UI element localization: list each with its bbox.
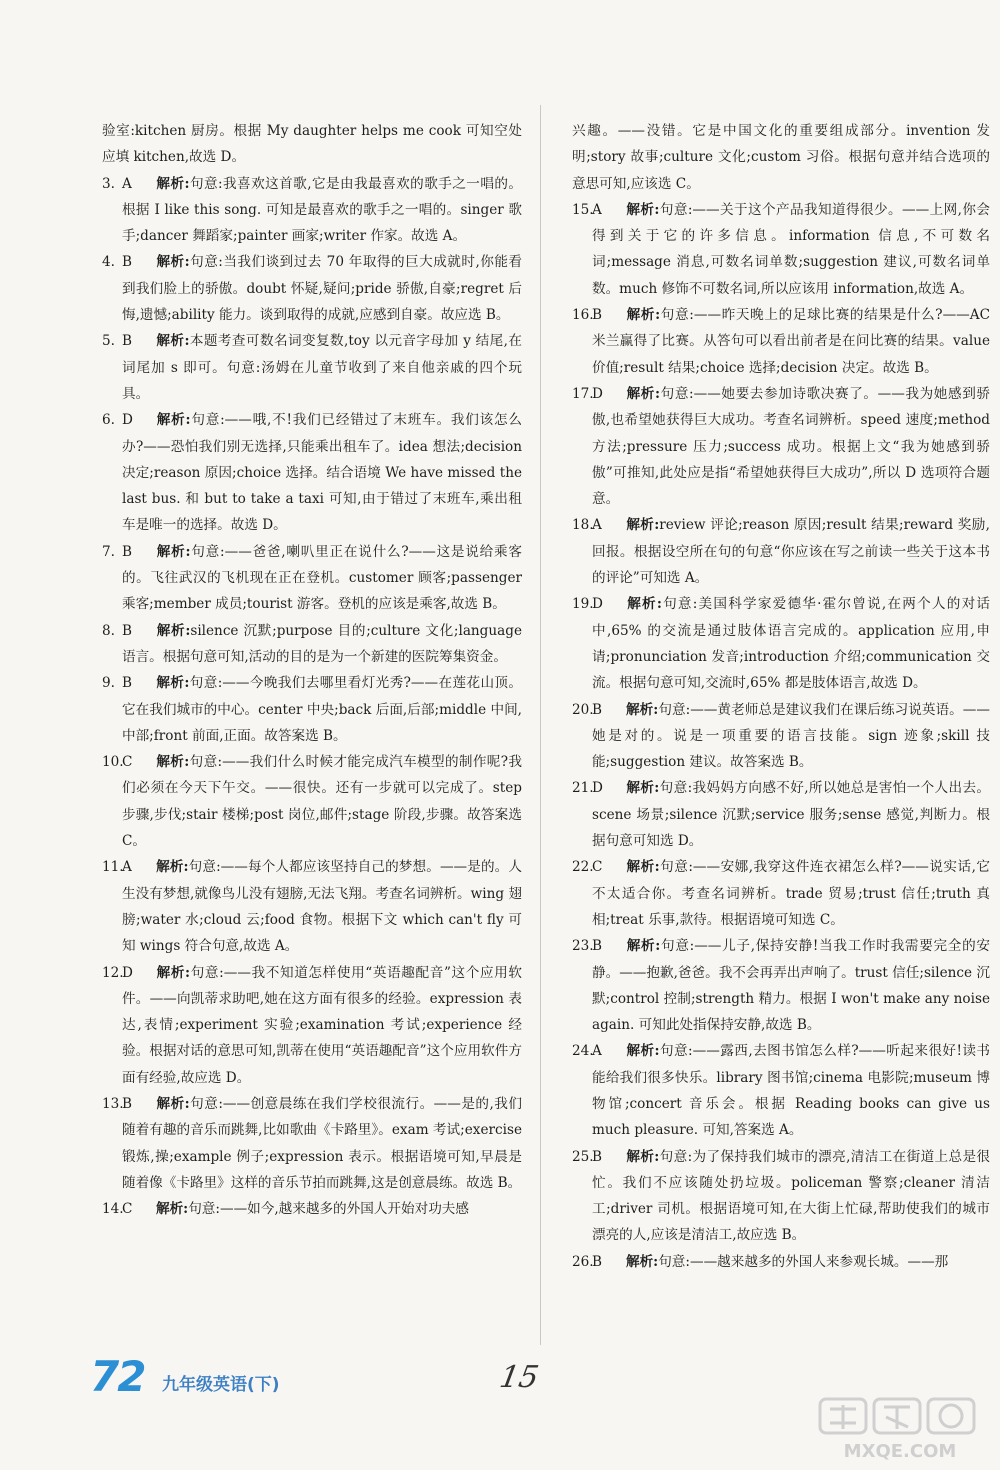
analysis-label: 解析:	[156, 622, 191, 639]
analysis-label: 解析:	[156, 754, 190, 771]
left-column	[102, 118, 522, 1222]
explanation-text: 句意:——她要去参加诗歌决赛了。——我为她感到骄傲,也希望她获得巨大成功。考查名词辨析。speed 速度;method 方法;pressure 压力;success 成功。根据上文“我为她感到骄傲”可推知,此处应是指“希望她获得巨大成功”,所以 D 选项符合题意。	[592, 385, 990, 508]
page-number: 72	[90, 1352, 145, 1401]
answer-letter: C	[122, 754, 133, 771]
explanation-text: 句意:——我不知道怎样使用“英语趣配音”这个应用软件。——向凯蒂求助吧,她在这方面有很多的经验。expression 表达,表情;experiment 实验;examination 考试;experience 经验。根据对话的意思可知,凯蒂在使用“英语趣配音”这个应用软件方面有经验,故应选 D。	[122, 964, 522, 1086]
question-number: 3.	[102, 175, 115, 192]
answer-entry	[102, 618, 522, 671]
question-number: 25.	[572, 1148, 594, 1165]
answer-entry	[572, 1144, 990, 1249]
answer-letter: B	[592, 1253, 602, 1270]
question-number: 12.	[102, 964, 124, 981]
answer-entry	[572, 591, 990, 696]
analysis-label: 解析:	[626, 1253, 659, 1270]
question-number: 8.	[102, 622, 115, 639]
question-number: 24.	[572, 1043, 594, 1060]
question-number: 21.	[572, 780, 594, 797]
question-number: 4.	[102, 254, 115, 271]
answer-letter: D	[592, 385, 603, 402]
answer-letter: B	[592, 1148, 602, 1165]
answer-letter: B	[122, 1095, 132, 1112]
answer-entry	[102, 328, 522, 407]
analysis-label: 解析:	[626, 859, 660, 876]
answer-entry	[572, 1038, 990, 1143]
watermark-url: MXQE.COM	[843, 1441, 957, 1462]
analysis-label: 解析:	[156, 859, 189, 876]
explanation-text: 句意:——昨天晚上的足球比赛的结果是什么?——AC 米兰赢得了比赛。从答句可以看出前者是在问比赛的结果。value 价值;result 结果;choice 选择;decision 决定。故选 B。	[592, 307, 990, 376]
analysis-label: 解析:	[626, 596, 662, 613]
explanation-text: silence 沉默;purpose 目的;culture 文化;language 语言。根据句意可知,活动的目的是为一个新建的医院筹集资金。	[122, 622, 522, 665]
answer-entry	[572, 1249, 990, 1275]
answer-entry	[572, 512, 990, 591]
right-column	[572, 118, 990, 1275]
answer-letter: D	[122, 412, 133, 429]
answer-letter: B	[592, 307, 602, 324]
continued-text	[572, 118, 990, 197]
watermark-logo	[812, 1395, 987, 1465]
question-number: 18.	[572, 517, 594, 534]
answer-letter: C	[592, 859, 603, 876]
analysis-label: 解析:	[156, 964, 191, 981]
analysis-label: 解析:	[156, 175, 190, 192]
answer-letter: B	[122, 622, 132, 639]
explanation-text: 句意:我妈妈方向感不好,所以她总是害怕一个人出去。scene 场景;silence 沉默;service 服务;sense 感觉,判断力。根据句意可知选 D。	[592, 780, 990, 850]
analysis-label: 解析:	[156, 675, 190, 692]
question-number: 13.	[102, 1095, 124, 1112]
explanation-text: review 评论;reason 原因;result 结果;reward 奖励,回报。根据设空所在句的句意“你应该在写之前读一些关于这本书的评论”可知选 A。	[592, 517, 990, 587]
answer-letter: A	[122, 175, 132, 192]
explanation-text: 验室:kitchen 厨房。根据 My daughter helps me cook 可知空处应填 kitchen,故选 D。	[102, 123, 522, 166]
explanation-text: 句意:——爸爸,喇叭里正在说什么?——这是说给乘客的。飞往武汉的飞机现在正在登机。customer 顾客;passenger 乘客;member 成员;tourist 游客。登机的应该是乘客,故选 B。	[122, 543, 522, 613]
answer-entry	[572, 933, 990, 1038]
analysis-label: 解析:	[156, 412, 191, 429]
explanation-text: 句意:——关于这个产品我知道得很少。——上网,你会得到关于它的许多信息。information 信息,不可数名词;message 消息,可数名词单数;suggestion 建议,可数名词单数。much 修饰不可数名词,所以应该用 information,故选 A。	[592, 201, 990, 297]
analysis-label: 解析:	[626, 201, 660, 218]
answer-entry	[572, 197, 990, 302]
answer-letter: D	[592, 780, 603, 797]
answer-letter: B	[592, 701, 602, 718]
answer-entry	[102, 407, 522, 538]
analysis-label: 解析:	[156, 1095, 190, 1112]
analysis-label: 解析:	[626, 701, 659, 718]
question-number: 22.	[572, 859, 594, 876]
answer-entry	[102, 539, 522, 618]
explanation-text: 句意:当我们谈到过去 70 年取得的巨大成就时,你能看到我们脸上的骄傲。doubt 怀疑,疑问;pride 骄傲,自豪;regret 后悔,遗憾;ability 能力。谈到取得的成就,应感到自豪。故应选 B。	[122, 254, 522, 324]
explanation-text: 句意:——我们什么时候才能完成汽车模型的制作呢?我们必须在今天下午交。——很快。还有一步就可以完成了。step 步骤,步伐;stair 楼梯;post 岗位,邮件;stage 阶段,步骤。故答案选 C。	[122, 754, 522, 850]
answer-entry	[572, 302, 990, 381]
explanation-text: 句意:——今晚我们去哪里看灯光秀?——在莲花山顶。它在我们城市的中心。center 中央;back 后面,后部;middle 中间,中部;front 前面,正面。故答案选 B。	[122, 675, 522, 744]
analysis-label: 解析:	[626, 1043, 660, 1060]
explanation-text: 句意:为了保持我们城市的漂亮,清洁工在街道上总是很忙。我们不应该随处扔垃圾。policeman 警察;cleaner 清洁工;driver 司机。根据语境可知,在大街上忙碌,帮助使我们的城市漂亮的人,应该是清洁工,故应选 B。	[592, 1148, 990, 1244]
answer-entry	[102, 249, 522, 328]
question-number: 15.	[572, 201, 594, 218]
answer-entry	[102, 854, 522, 959]
answer-entry	[572, 697, 990, 776]
question-number: 5.	[102, 333, 115, 350]
explanation-text: 句意:——儿子,保持安静!当我工作时我需要完全的安静。——抱歉,爸爸。我不会再弄出声响了。trust 信任;silence 沉默;control 控制;strength 精力。根据 I won't make any noise again. 可知此处指保持安静,故选 B。	[592, 938, 990, 1034]
explanation-text: 句意:——越来越多的外国人来参观长城。——那	[658, 1253, 949, 1270]
answer-entry	[102, 1196, 522, 1222]
question-number: 23.	[572, 938, 594, 955]
answer-letter: B	[122, 543, 132, 560]
explanation-text: 句意:——创意晨练在我们学校很流行。——是的,我们随着有趣的音乐而跳舞,比如歌曲《卡路里》。exam 考试;exercise 锻炼,操;example 例子;expression 表示。根据语境可知,早晨是随着像《卡路里》这样的音乐节拍而跳舞,这是创意晨练。故选 B。	[122, 1095, 522, 1191]
question-number: 26.	[572, 1253, 594, 1270]
question-number: 9.	[102, 675, 115, 692]
answer-letter: D	[122, 964, 133, 981]
explanation-text: 句意:美国科学家爱德华·霍尔曾说,在两个人的对话中,65% 的交流是通过肢体语言完成的。application 应用,申请;pronunciation 发音;introduction 介绍;communication 交流。根据句意可知,交流时,65% 都是肢体语言,故选 D。	[592, 596, 990, 692]
answer-letter: A	[592, 1043, 602, 1060]
question-number: 16.	[572, 307, 594, 324]
explanation-text: 句意:我喜欢这首歌,它是由我最喜欢的歌手之一唱的。根据 I like this song. 可知是最喜欢的歌手之一唱的。singer 歌手;dancer 舞蹈家;painter 画家;writer 作家。故选 A。	[122, 175, 522, 245]
explanation-text: 句意:——每个人都应该坚持自己的梦想。——是的。人生没有梦想,就像鸟儿没有翅膀,无法飞翔。考查名词辨析。wing 翅膀;water 水;cloud 云;food 食物。根据下文 which can't fly 可知 wings 符合句意,故选 A。	[122, 859, 522, 955]
answer-letter: D	[592, 596, 603, 613]
explanation-text: 句意:——如今,越来越多的外国人开始对功夫感	[188, 1201, 469, 1218]
handwritten-mark: 15	[496, 1360, 542, 1395]
answer-entry	[102, 171, 522, 250]
question-number: 6.	[102, 412, 115, 429]
analysis-label: 解析:	[156, 333, 190, 350]
analysis-label: 解析:	[156, 1201, 189, 1218]
explanation-text: 句意:——黄老师总是建议我们在课后练习说英语。——她是对的。说是一项重要的语言技能。sign 迹象;skill 技能;suggestion 建议。故答案选 B。	[592, 701, 990, 771]
analysis-label: 解析:	[626, 385, 661, 402]
answer-letter: B	[122, 675, 132, 692]
question-number: 11.	[102, 859, 124, 876]
question-number: 7.	[102, 543, 115, 560]
question-number: 17.	[572, 385, 594, 402]
answer-entry	[572, 854, 990, 933]
book-title: 九年级英语(下)	[162, 1375, 280, 1395]
explanation-text: 句意:——露西,去图书馆怎么样?——听起来很好!读书能给我们很多快乐。library 图书馆;cinema 电影院;museum 博物馆;concert 音乐会。根据 Reading books can give us much pleasure. 可知,答案选 A。	[592, 1043, 990, 1139]
answer-letter: C	[122, 1201, 133, 1218]
explanation-text: 兴趣。——没错。它是中国文化的重要组成部分。invention 发明;story 故事;culture 文化;custom 习俗。根据句意并结合选项的意思可知,应该选 C。	[572, 123, 990, 192]
answer-letter: A	[592, 201, 602, 218]
analysis-label: 解析:	[626, 307, 661, 324]
answer-letter: B	[592, 938, 602, 955]
answer-entry	[102, 670, 522, 749]
analysis-label: 解析:	[626, 517, 660, 534]
explanation-text: 句意:——哦,不!我们已经错过了末班车。我们该怎么办?——恐怕我们别无选择,只能乘出租车了。idea 想法;decision 决定;reason 原因;choice 选择。结合语境 We have missed the last bus. 和 but to take a taxi 可知,由于错过了末班车,乘出租车是唯一的选择。故选 D。	[122, 412, 522, 534]
column-divider	[540, 105, 541, 1345]
explanation-text: 句意:——安娜,我穿这件连衣裙怎么样?——说实话,它不太适合你。考查名词辨析。trade 贸易;trust 信任;truth 真相;treat 乐事,款待。根据语境可知选 C。	[592, 859, 990, 928]
question-number: 14.	[102, 1201, 124, 1218]
answer-letter: B	[122, 254, 132, 271]
answer-entry	[572, 775, 990, 854]
analysis-label: 解析:	[626, 1148, 660, 1165]
question-number: 19.	[572, 596, 594, 613]
answer-letter: A	[592, 517, 602, 534]
answer-entry	[102, 960, 522, 1091]
continued-text	[102, 118, 522, 171]
answer-entry	[102, 1091, 522, 1196]
analysis-label: 解析:	[626, 780, 660, 797]
question-number: 20.	[572, 701, 594, 718]
explanation-text: 本题考查可数名词变复数,toy 以元音字母加 y 结尾,在词尾加 s 即可。句意:汤姆在儿童节收到了来自他亲戚的四个玩具。	[122, 333, 522, 402]
answer-letter: A	[122, 859, 132, 876]
analysis-label: 解析:	[156, 254, 190, 271]
analysis-label: 解析:	[156, 543, 191, 560]
answer-letter: B	[122, 333, 132, 350]
answer-entry	[572, 381, 990, 512]
answer-entry	[102, 749, 522, 854]
question-number: 10.	[102, 754, 124, 771]
analysis-label: 解析:	[626, 938, 661, 955]
